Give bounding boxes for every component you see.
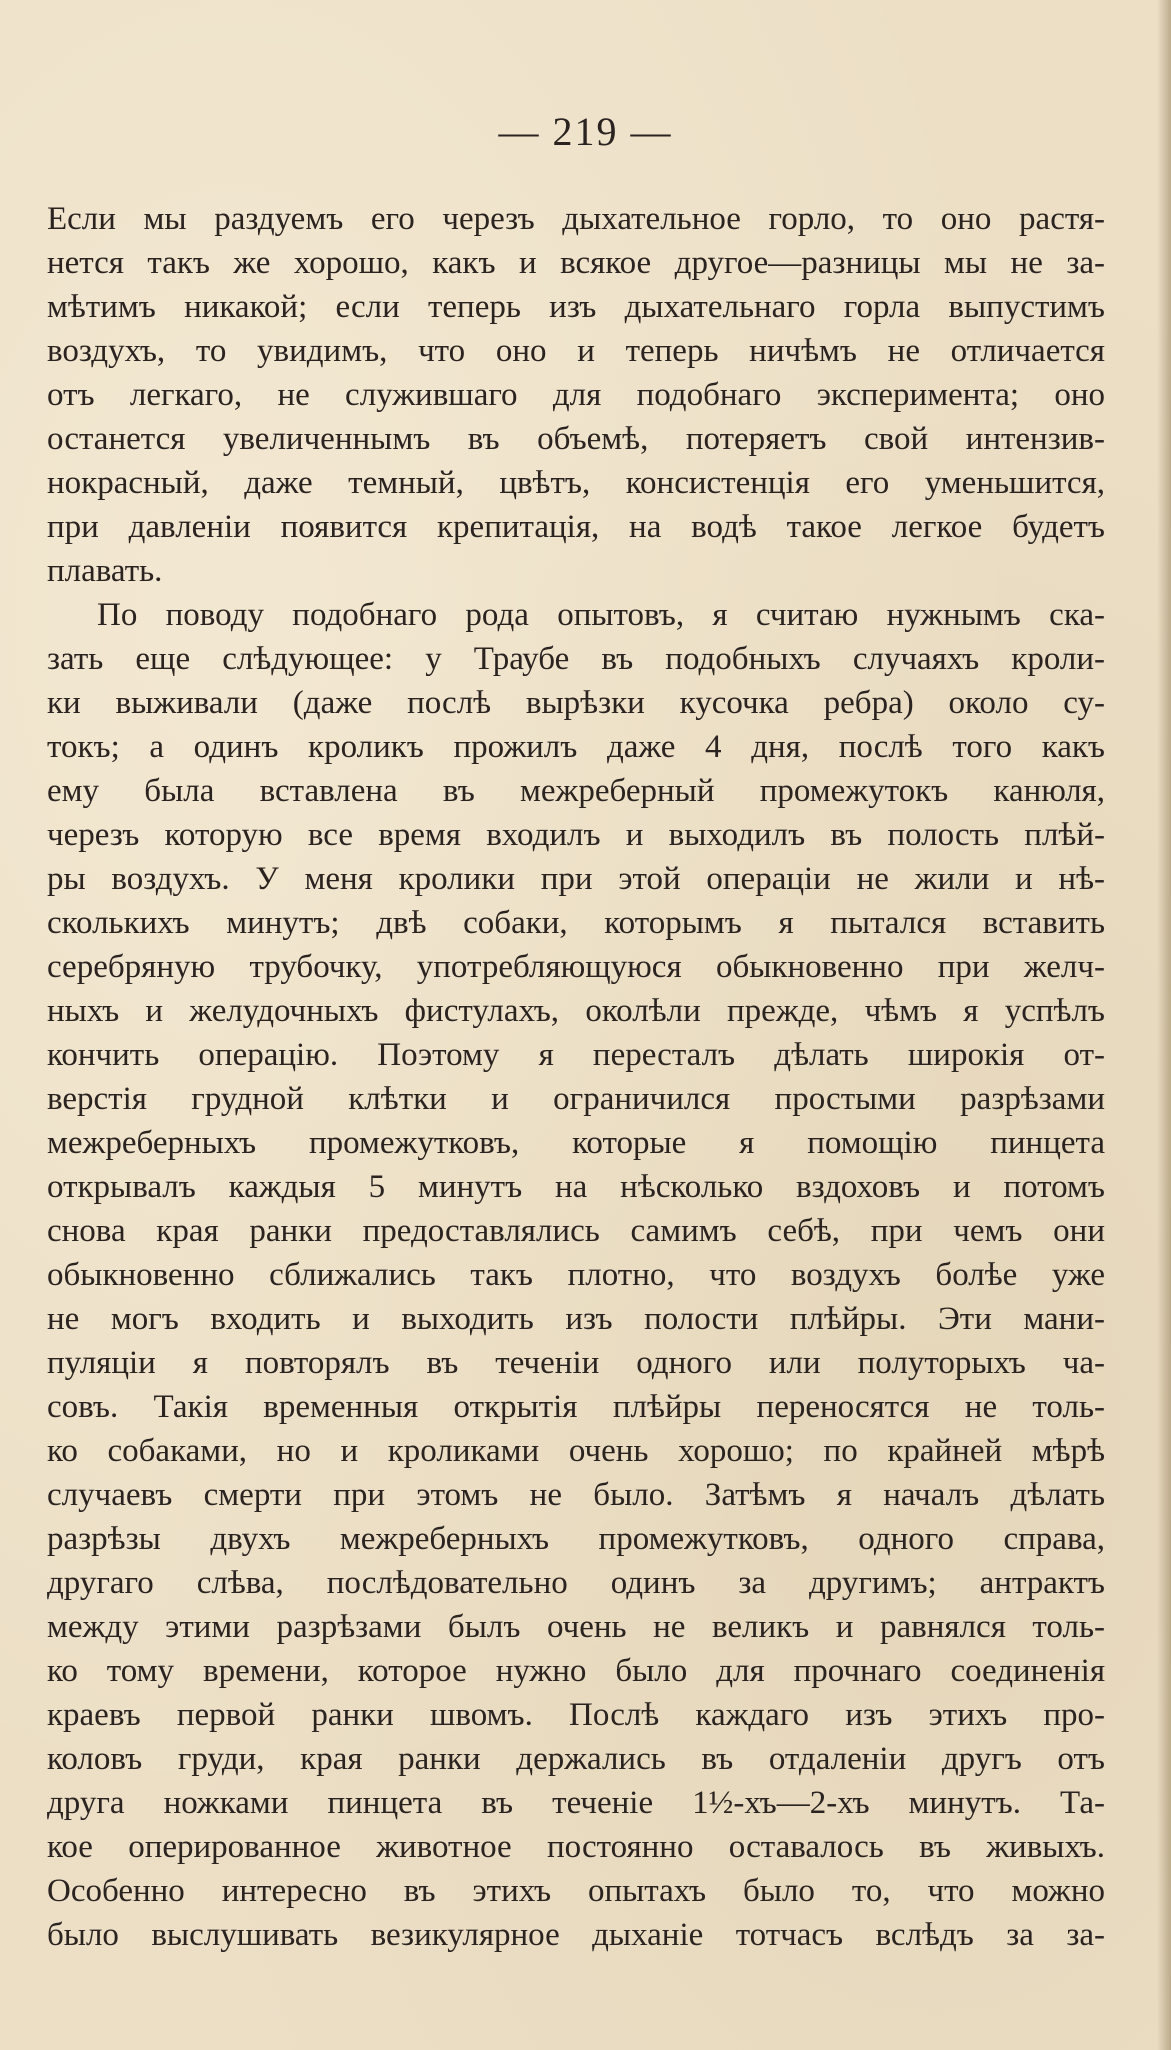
text-line: ры воздухъ. У меня кролики при этой операціи не жили и нѣ-	[47, 861, 1105, 897]
text-line: ныхъ и желудочныхъ фистулахъ, околѣли прежде, чѣмъ я успѣлъ	[47, 993, 1105, 1029]
text-line: верстія грудной клѣтки и ограничился простыми разрѣзами	[47, 1081, 1105, 1117]
text-line: серебряную трубочку, употребляющуюся обыкновенно при желч-	[47, 949, 1105, 985]
text-line: обыкновенно сближались такъ плотно, что воздухъ болѣе уже	[47, 1257, 1105, 1293]
paragraph-start-line: По поводу подобнаго рода опытовъ, я считаю нужнымъ ска-	[97, 597, 1105, 633]
text-line: отъ легкаго, не служившаго для подобнаго эксперимента; оно	[47, 377, 1105, 413]
text-line: межреберныхъ промежутковъ, которые я помощію пинцета	[47, 1125, 1105, 1161]
text-line: не могъ входить и выходить изъ полости плѣйры. Эти мани-	[47, 1301, 1105, 1337]
text-line: сколькихъ минутъ; двѣ собаки, которымъ я пытался вставить	[47, 905, 1105, 941]
text-line: кое оперированное животное постоянно оставалось въ живыхъ.	[47, 1829, 1105, 1865]
text-line: нокрасный, даже темный, цвѣтъ, консистенція его уменьшится,	[47, 465, 1105, 501]
text-line: разрѣзы двухъ межреберныхъ промежутковъ, одного справа,	[47, 1521, 1105, 1557]
text-line: краевъ первой ранки швомъ. Послѣ каждаго изъ этихъ про-	[47, 1697, 1105, 1733]
text-line: снова края ранки предоставлялись самимъ себѣ, при чемъ они	[47, 1213, 1105, 1249]
page-number: — 219 —	[498, 109, 673, 154]
text-line: токъ; а одинъ кроликъ прожилъ даже 4 дня, послѣ того какъ	[47, 729, 1105, 765]
text-line: при давленіи появится крепитація, на водѣ такое легкое будетъ	[47, 509, 1105, 545]
text-line: ко тому времени, которое нужно было для прочнаго соединенія	[47, 1653, 1105, 1689]
text-line: было выслушивать везикулярное дыханіе тотчасъ вслѣдъ за за-	[47, 1917, 1105, 1953]
text-line: нется такъ же хорошо, какъ и всякое другое—разницы мы не за-	[47, 245, 1105, 281]
text-line: ко собаками, но и кроликами очень хорошо; по крайней мѣрѣ	[47, 1433, 1105, 1469]
text-line: воздухъ, то увидимъ, что оно и теперь ничѣмъ не отличается	[47, 333, 1105, 369]
text-line: черезъ которую все время входилъ и выходилъ въ полость плѣй-	[47, 817, 1105, 853]
paragraph-end-line: плавать.	[47, 553, 163, 589]
text-line: открывалъ каждыя 5 минутъ на нѣсколько вздоховъ и потомъ	[47, 1169, 1105, 1205]
text-line: между этими разрѣзами былъ очень не великъ и равнялся толь-	[47, 1609, 1105, 1645]
text-line: коловъ груди, края ранки держались въ отдаленіи другъ отъ	[47, 1741, 1105, 1777]
text-line: ему была вставлена въ межреберный промежутокъ канюля,	[47, 773, 1105, 809]
text-line: зать еще слѣдующее: у Траубе въ подобныхъ случаяхъ кроли-	[47, 641, 1105, 677]
text-line: мѣтимъ никакой; если теперь изъ дыхательнаго горла выпустимъ	[47, 289, 1105, 325]
text-line: останется увеличеннымъ въ объемѣ, потеряетъ свой интензив-	[47, 421, 1105, 457]
text-line: ки выживали (даже послѣ вырѣзки кусочка ребра) около су-	[47, 685, 1105, 721]
text-line: кончить операцію. Поэтому я пересталъ дѣлать широкія от-	[47, 1037, 1105, 1073]
text-line: Если мы раздуемъ его черезъ дыхательное горло, то оно растя-	[47, 201, 1105, 237]
text-line: друга ножками пинцета въ теченіе 1½-хъ—2-хъ минутъ. Та-	[47, 1785, 1105, 1821]
body-text	[47, 197, 1105, 1957]
text-line: пуляціи я повторялъ въ теченіи одного или полуторыхъ ча-	[47, 1345, 1105, 1381]
page-edge-shadow	[1157, 0, 1171, 2050]
text-line: совъ. Такія временныя открытія плѣйры переносятся не толь-	[47, 1389, 1105, 1425]
text-line: случаевъ смерти при этомъ не было. Затѣмъ я началъ дѣлать	[47, 1477, 1105, 1513]
text-line: другаго слѣва, послѣдовательно одинъ за другимъ; антрактъ	[47, 1565, 1105, 1601]
text-line: Особенно интересно въ этихъ опытахъ было то, что можно	[47, 1873, 1105, 1909]
